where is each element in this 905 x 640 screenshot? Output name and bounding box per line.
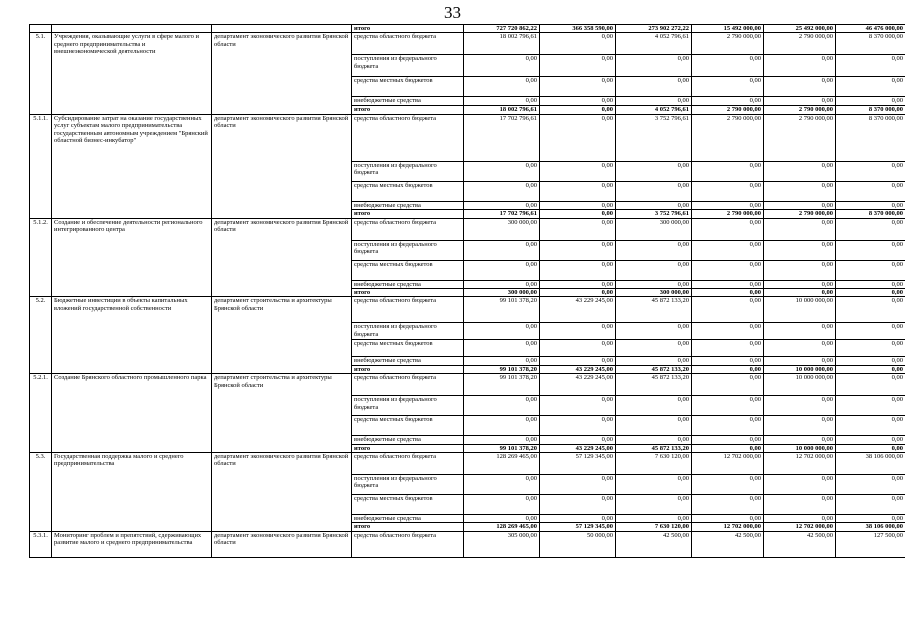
page-number: 33 [444, 3, 461, 22]
amount-cell: 99 101 378,20 [464, 297, 540, 323]
amount-cell: 0,00 [836, 97, 905, 106]
amount-cell: 0,00 [836, 357, 905, 365]
amount-cell: 0,00 [692, 181, 764, 201]
amount-cell: 0,00 [764, 340, 836, 357]
amount-cell: 0,00 [692, 77, 764, 97]
amount-cell: 15 492 000,00 [692, 25, 764, 33]
amount-cell: 0,00 [764, 515, 836, 523]
amount-cell: 0,00 [464, 323, 540, 340]
amount-cell: 0,00 [616, 357, 692, 365]
amount-cell: 0,00 [616, 161, 692, 181]
amount-cell: 57 129 345,00 [540, 523, 616, 531]
amount-cell: 38 106 000,00 [836, 453, 905, 475]
table-row [30, 218, 905, 240]
amount-cell: 12 702 000,00 [692, 453, 764, 475]
section-code: 5.1.2. [30, 218, 52, 297]
funding-source: средства областного бюджета [352, 531, 464, 557]
amount-cell: 0,00 [836, 495, 905, 515]
funding-source: итого [352, 289, 464, 297]
amount-cell: 0,00 [692, 444, 764, 452]
amount-cell: 0,00 [540, 515, 616, 523]
amount-cell: 0,00 [464, 416, 540, 436]
amount-cell: 0,00 [464, 357, 540, 365]
amount-cell: 300 000,00 [616, 289, 692, 297]
funding-source: поступления из федерального бюджета [352, 55, 464, 77]
amount-cell: 7 630 120,00 [616, 523, 692, 531]
amount-cell: 8 370 000,00 [836, 33, 905, 55]
section-code: 5.1.1. [30, 114, 52, 218]
amount-cell: 99 101 378,20 [464, 444, 540, 452]
amount-cell: 300 000,00 [464, 289, 540, 297]
section-code: 5.3.1. [30, 531, 52, 557]
amount-cell: 46 476 000,00 [836, 25, 905, 33]
amount-cell: 2 790 000,00 [692, 33, 764, 55]
funding-source: средства местных бюджетов [352, 495, 464, 515]
amount-cell: 0,00 [692, 396, 764, 416]
empty-code-cell [30, 25, 52, 33]
amount-cell: 0,00 [836, 436, 905, 444]
table-row [30, 374, 905, 396]
funding-source: внебюджетные средства [352, 357, 464, 365]
amount-cell: 0,00 [836, 181, 905, 201]
amount-cell: 0,00 [540, 416, 616, 436]
amount-cell: 0,00 [616, 280, 692, 288]
amount-cell: 0,00 [616, 55, 692, 77]
amount-cell: 300 000,00 [464, 218, 540, 240]
amount-cell: 0,00 [836, 77, 905, 97]
measure-name: Создание Брянского областного промышленного парка [52, 374, 212, 453]
amount-cell: 0,00 [836, 340, 905, 357]
amount-cell: 99 101 378,20 [464, 365, 540, 373]
funding-source: средства областного бюджета [352, 374, 464, 396]
amount-cell: 0,00 [836, 289, 905, 297]
amount-cell: 0,00 [540, 436, 616, 444]
amount-cell: 10 000 000,00 [764, 365, 836, 373]
amount-cell: 0,00 [616, 515, 692, 523]
amount-cell: 12 702 000,00 [764, 523, 836, 531]
executor-name: департамент экономического развития Брянской области [212, 531, 352, 557]
section-code: 5.2. [30, 297, 52, 374]
amount-cell: 2 790 000,00 [764, 33, 836, 55]
measure-name: Государственная поддержка малого и среднего предпринимательства [52, 453, 212, 532]
amount-cell: 0,00 [464, 280, 540, 288]
amount-cell: 128 269 465,00 [464, 523, 540, 531]
amount-cell: 42 500,00 [764, 531, 836, 557]
executor-name: департамент экономического развития Брянской области [212, 114, 352, 218]
amount-cell: 0,00 [616, 396, 692, 416]
amount-cell: 0,00 [464, 340, 540, 357]
amount-cell: 0,00 [540, 106, 616, 114]
amount-cell: 727 720 862,22 [464, 25, 540, 33]
amount-cell: 366 358 590,00 [540, 25, 616, 33]
funding-source: средства областного бюджета [352, 218, 464, 240]
amount-cell: 0,00 [836, 515, 905, 523]
amount-cell: 0,00 [692, 201, 764, 209]
amount-cell: 0,00 [692, 297, 764, 323]
amount-cell: 0,00 [616, 436, 692, 444]
amount-cell: 0,00 [540, 77, 616, 97]
amount-cell: 2 790 000,00 [764, 210, 836, 218]
amount-cell: 0,00 [464, 201, 540, 209]
amount-cell: 0,00 [836, 416, 905, 436]
amount-cell: 2 790 000,00 [692, 114, 764, 161]
amount-cell: 0,00 [464, 396, 540, 416]
funding-source: средства областного бюджета [352, 297, 464, 323]
amount-cell: 0,00 [692, 357, 764, 365]
amount-cell: 0,00 [540, 218, 616, 240]
amount-cell: 12 702 000,00 [692, 523, 764, 531]
amount-cell: 99 101 378,20 [464, 374, 540, 396]
amount-cell: 2 790 000,00 [764, 106, 836, 114]
amount-cell: 0,00 [692, 280, 764, 288]
amount-cell: 0,00 [836, 201, 905, 209]
amount-cell: 43 229 245,00 [540, 365, 616, 373]
section-code: 5.1. [30, 33, 52, 114]
amount-cell: 273 902 272,22 [616, 25, 692, 33]
funding-source: средства областного бюджета [352, 453, 464, 475]
amount-cell: 0,00 [540, 240, 616, 260]
funding-source: средства областного бюджета [352, 33, 464, 55]
amount-cell: 0,00 [540, 181, 616, 201]
amount-cell: 0,00 [836, 218, 905, 240]
amount-cell: 0,00 [692, 260, 764, 280]
amount-cell: 0,00 [836, 55, 905, 77]
amount-cell: 127 500,00 [836, 531, 905, 557]
funding-source: внебюджетные средства [352, 280, 464, 288]
funding-source: поступления из федерального бюджета [352, 475, 464, 495]
amount-cell: 0,00 [540, 289, 616, 297]
amount-cell: 57 129 345,00 [540, 453, 616, 475]
amount-cell: 0,00 [836, 240, 905, 260]
funding-source: внебюджетные средства [352, 436, 464, 444]
amount-cell: 0,00 [616, 475, 692, 495]
measure-name: Учреждения, оказывающие услуги в сфере малого и среднего предпринимательства и внешнеэкономической деятельности [52, 33, 212, 114]
amount-cell: 0,00 [764, 323, 836, 340]
amount-cell: 0,00 [540, 340, 616, 357]
amount-cell: 45 872 133,20 [616, 297, 692, 323]
amount-cell: 0,00 [836, 323, 905, 340]
amount-cell: 0,00 [540, 357, 616, 365]
amount-cell: 2 790 000,00 [764, 114, 836, 161]
amount-cell: 0,00 [616, 323, 692, 340]
executor-name: департамент строительства и архитектуры Брянской области [212, 374, 352, 453]
amount-cell: 0,00 [540, 33, 616, 55]
empty-name-cell [52, 25, 212, 33]
amount-cell: 0,00 [764, 181, 836, 201]
amount-cell: 0,00 [540, 97, 616, 106]
amount-cell: 43 229 245,00 [540, 444, 616, 452]
amount-cell: 2 790 000,00 [692, 106, 764, 114]
funding-source: итого [352, 444, 464, 452]
funding-source: средства местных бюджетов [352, 260, 464, 280]
amount-cell: 0,00 [540, 323, 616, 340]
amount-cell: 0,00 [764, 77, 836, 97]
amount-cell: 0,00 [764, 201, 836, 209]
amount-cell: 0,00 [616, 340, 692, 357]
amount-cell: 0,00 [464, 495, 540, 515]
funding-source: итого [352, 210, 464, 218]
amount-cell: 0,00 [764, 55, 836, 77]
amount-cell: 0,00 [764, 289, 836, 297]
amount-cell: 0,00 [540, 260, 616, 280]
table-row [30, 114, 905, 161]
amount-cell: 0,00 [836, 444, 905, 452]
amount-cell: 43 229 245,00 [540, 297, 616, 323]
amount-cell: 0,00 [464, 97, 540, 106]
amount-cell: 0,00 [616, 260, 692, 280]
amount-cell: 0,00 [692, 515, 764, 523]
table-row [30, 453, 905, 475]
amount-cell: 0,00 [764, 436, 836, 444]
amount-cell: 0,00 [692, 436, 764, 444]
amount-cell: 0,00 [616, 416, 692, 436]
table-row [30, 33, 905, 55]
funding-source: внебюджетные средства [352, 97, 464, 106]
amount-cell: 0,00 [836, 475, 905, 495]
measure-name: Субсидирование затрат на оказание государственных услуг субъектам малого предпринимательства государственным автономным учреждением "Брянский областной бизнес-инкубатор" [52, 114, 212, 218]
amount-cell: 42 500,00 [692, 531, 764, 557]
amount-cell: 0,00 [616, 181, 692, 201]
amount-cell: 0,00 [836, 396, 905, 416]
amount-cell: 0,00 [764, 475, 836, 495]
amount-cell: 0,00 [616, 240, 692, 260]
amount-cell: 0,00 [692, 365, 764, 373]
amount-cell: 43 229 245,00 [540, 374, 616, 396]
amount-cell: 25 492 000,00 [764, 25, 836, 33]
measure-name: Бюджетные инвестиции в объекты капитальных вложений государственной собственности [52, 297, 212, 374]
funding-source: внебюджетные средства [352, 515, 464, 523]
section-code: 5.3. [30, 453, 52, 532]
amount-cell: 0,00 [540, 161, 616, 181]
amount-cell: 0,00 [616, 201, 692, 209]
amount-cell: 0,00 [540, 280, 616, 288]
amount-cell: 0,00 [464, 436, 540, 444]
executor-name: департамент экономического развития Брянской области [212, 218, 352, 297]
amount-cell: 0,00 [464, 77, 540, 97]
amount-cell: 300 000,00 [616, 218, 692, 240]
empty-executor-cell [212, 25, 352, 33]
amount-cell: 0,00 [836, 365, 905, 373]
amount-cell: 0,00 [692, 340, 764, 357]
amount-cell: 0,00 [692, 161, 764, 181]
amount-cell: 0,00 [540, 210, 616, 218]
funding-source: поступления из федерального бюджета [352, 396, 464, 416]
amount-cell: 4 052 796,61 [616, 33, 692, 55]
executor-name: департамент строительства и архитектуры Брянской области [212, 297, 352, 374]
amount-cell: 10 000 000,00 [764, 297, 836, 323]
funding-source: средства областного бюджета [352, 114, 464, 161]
amount-cell: 0,00 [464, 260, 540, 280]
amount-cell: 0,00 [764, 280, 836, 288]
amount-cell: 0,00 [836, 280, 905, 288]
amount-cell: 17 702 796,61 [464, 114, 540, 161]
amount-cell: 12 702 000,00 [764, 453, 836, 475]
amount-cell: 0,00 [692, 416, 764, 436]
amount-cell: 0,00 [540, 396, 616, 416]
amount-cell: 3 752 796,61 [616, 210, 692, 218]
funding-source: средства местных бюджетов [352, 181, 464, 201]
amount-cell: 0,00 [540, 475, 616, 495]
section-code: 5.2.1. [30, 374, 52, 453]
amount-cell: 128 269 465,00 [464, 453, 540, 475]
amount-cell: 0,00 [464, 55, 540, 77]
funding-source: итого [352, 106, 464, 114]
amount-cell: 0,00 [692, 240, 764, 260]
amount-cell: 8 370 000,00 [836, 114, 905, 161]
amount-cell: 10 000 000,00 [764, 374, 836, 396]
amount-cell: 0,00 [764, 218, 836, 240]
amount-cell: 17 702 796,61 [464, 210, 540, 218]
amount-cell: 0,00 [540, 114, 616, 161]
funding-source: поступления из федерального бюджета [352, 323, 464, 340]
amount-cell: 0,00 [764, 161, 836, 181]
amount-cell: 0,00 [540, 495, 616, 515]
measure-name: Мониторинг проблем и препятствий, сдерживающих развитие малого и среднего предпринимательства [52, 531, 212, 557]
funding-source: поступления из федерального бюджета [352, 161, 464, 181]
amount-cell: 0,00 [540, 201, 616, 209]
amount-cell: 0,00 [836, 260, 905, 280]
amount-cell: 0,00 [692, 374, 764, 396]
executor-name: департамент экономического развития Брянской области [212, 33, 352, 114]
amount-cell: 0,00 [764, 260, 836, 280]
funding-source: итого [352, 365, 464, 373]
amount-cell: 45 872 133,20 [616, 374, 692, 396]
amount-cell: 8 370 000,00 [836, 210, 905, 218]
amount-cell: 3 752 796,61 [616, 114, 692, 161]
amount-cell: 0,00 [692, 97, 764, 106]
amount-cell: 0,00 [616, 97, 692, 106]
amount-cell: 45 872 133,20 [616, 444, 692, 452]
amount-cell: 0,00 [616, 77, 692, 97]
amount-cell: 0,00 [764, 357, 836, 365]
table-row [30, 297, 905, 323]
funding-source: средства местных бюджетов [352, 416, 464, 436]
funding-source: средства местных бюджетов [352, 77, 464, 97]
amount-cell: 0,00 [464, 475, 540, 495]
budget-table [29, 24, 905, 558]
amount-cell: 0,00 [692, 218, 764, 240]
amount-cell: 0,00 [692, 475, 764, 495]
amount-cell: 4 052 796,61 [616, 106, 692, 114]
amount-cell: 8 370 000,00 [836, 106, 905, 114]
amount-cell: 0,00 [692, 495, 764, 515]
amount-cell: 0,00 [764, 396, 836, 416]
top-total-row [30, 25, 905, 33]
amount-cell: 45 872 133,20 [616, 365, 692, 373]
amount-cell: 0,00 [464, 240, 540, 260]
amount-cell: 18 002 796,61 [464, 33, 540, 55]
amount-cell: 0,00 [692, 289, 764, 297]
amount-cell: 0,00 [764, 240, 836, 260]
amount-cell: 0,00 [464, 161, 540, 181]
amount-cell: 50 000,00 [540, 531, 616, 557]
amount-cell: 0,00 [764, 97, 836, 106]
amount-cell: 0,00 [464, 515, 540, 523]
amount-cell: 38 106 000,00 [836, 523, 905, 531]
amount-cell: 0,00 [836, 161, 905, 181]
amount-cell: 2 790 000,00 [692, 210, 764, 218]
table-row [30, 531, 905, 557]
funding-source: поступления из федерального бюджета [352, 240, 464, 260]
amount-cell: 0,00 [692, 323, 764, 340]
amount-cell: 0,00 [836, 374, 905, 396]
measure-name: Создание и обеспечение деятельности регионального интегрированного центра [52, 218, 212, 297]
amount-cell: 0,00 [764, 495, 836, 515]
amount-cell: 7 630 120,00 [616, 453, 692, 475]
amount-cell: 42 500,00 [616, 531, 692, 557]
executor-name: департамент экономического развития Брянской области [212, 453, 352, 532]
amount-cell: 0,00 [540, 55, 616, 77]
amount-cell: 305 000,00 [464, 531, 540, 557]
funding-source: средства местных бюджетов [352, 340, 464, 357]
amount-cell: 18 002 796,61 [464, 106, 540, 114]
funding-source: внебюджетные средства [352, 201, 464, 209]
source-label: итого [352, 25, 464, 33]
amount-cell: 10 000 000,00 [764, 444, 836, 452]
funding-source: итого [352, 523, 464, 531]
amount-cell: 0,00 [692, 55, 764, 77]
amount-cell: 0,00 [836, 297, 905, 323]
amount-cell: 0,00 [464, 181, 540, 201]
amount-cell: 0,00 [764, 416, 836, 436]
amount-cell: 0,00 [616, 495, 692, 515]
